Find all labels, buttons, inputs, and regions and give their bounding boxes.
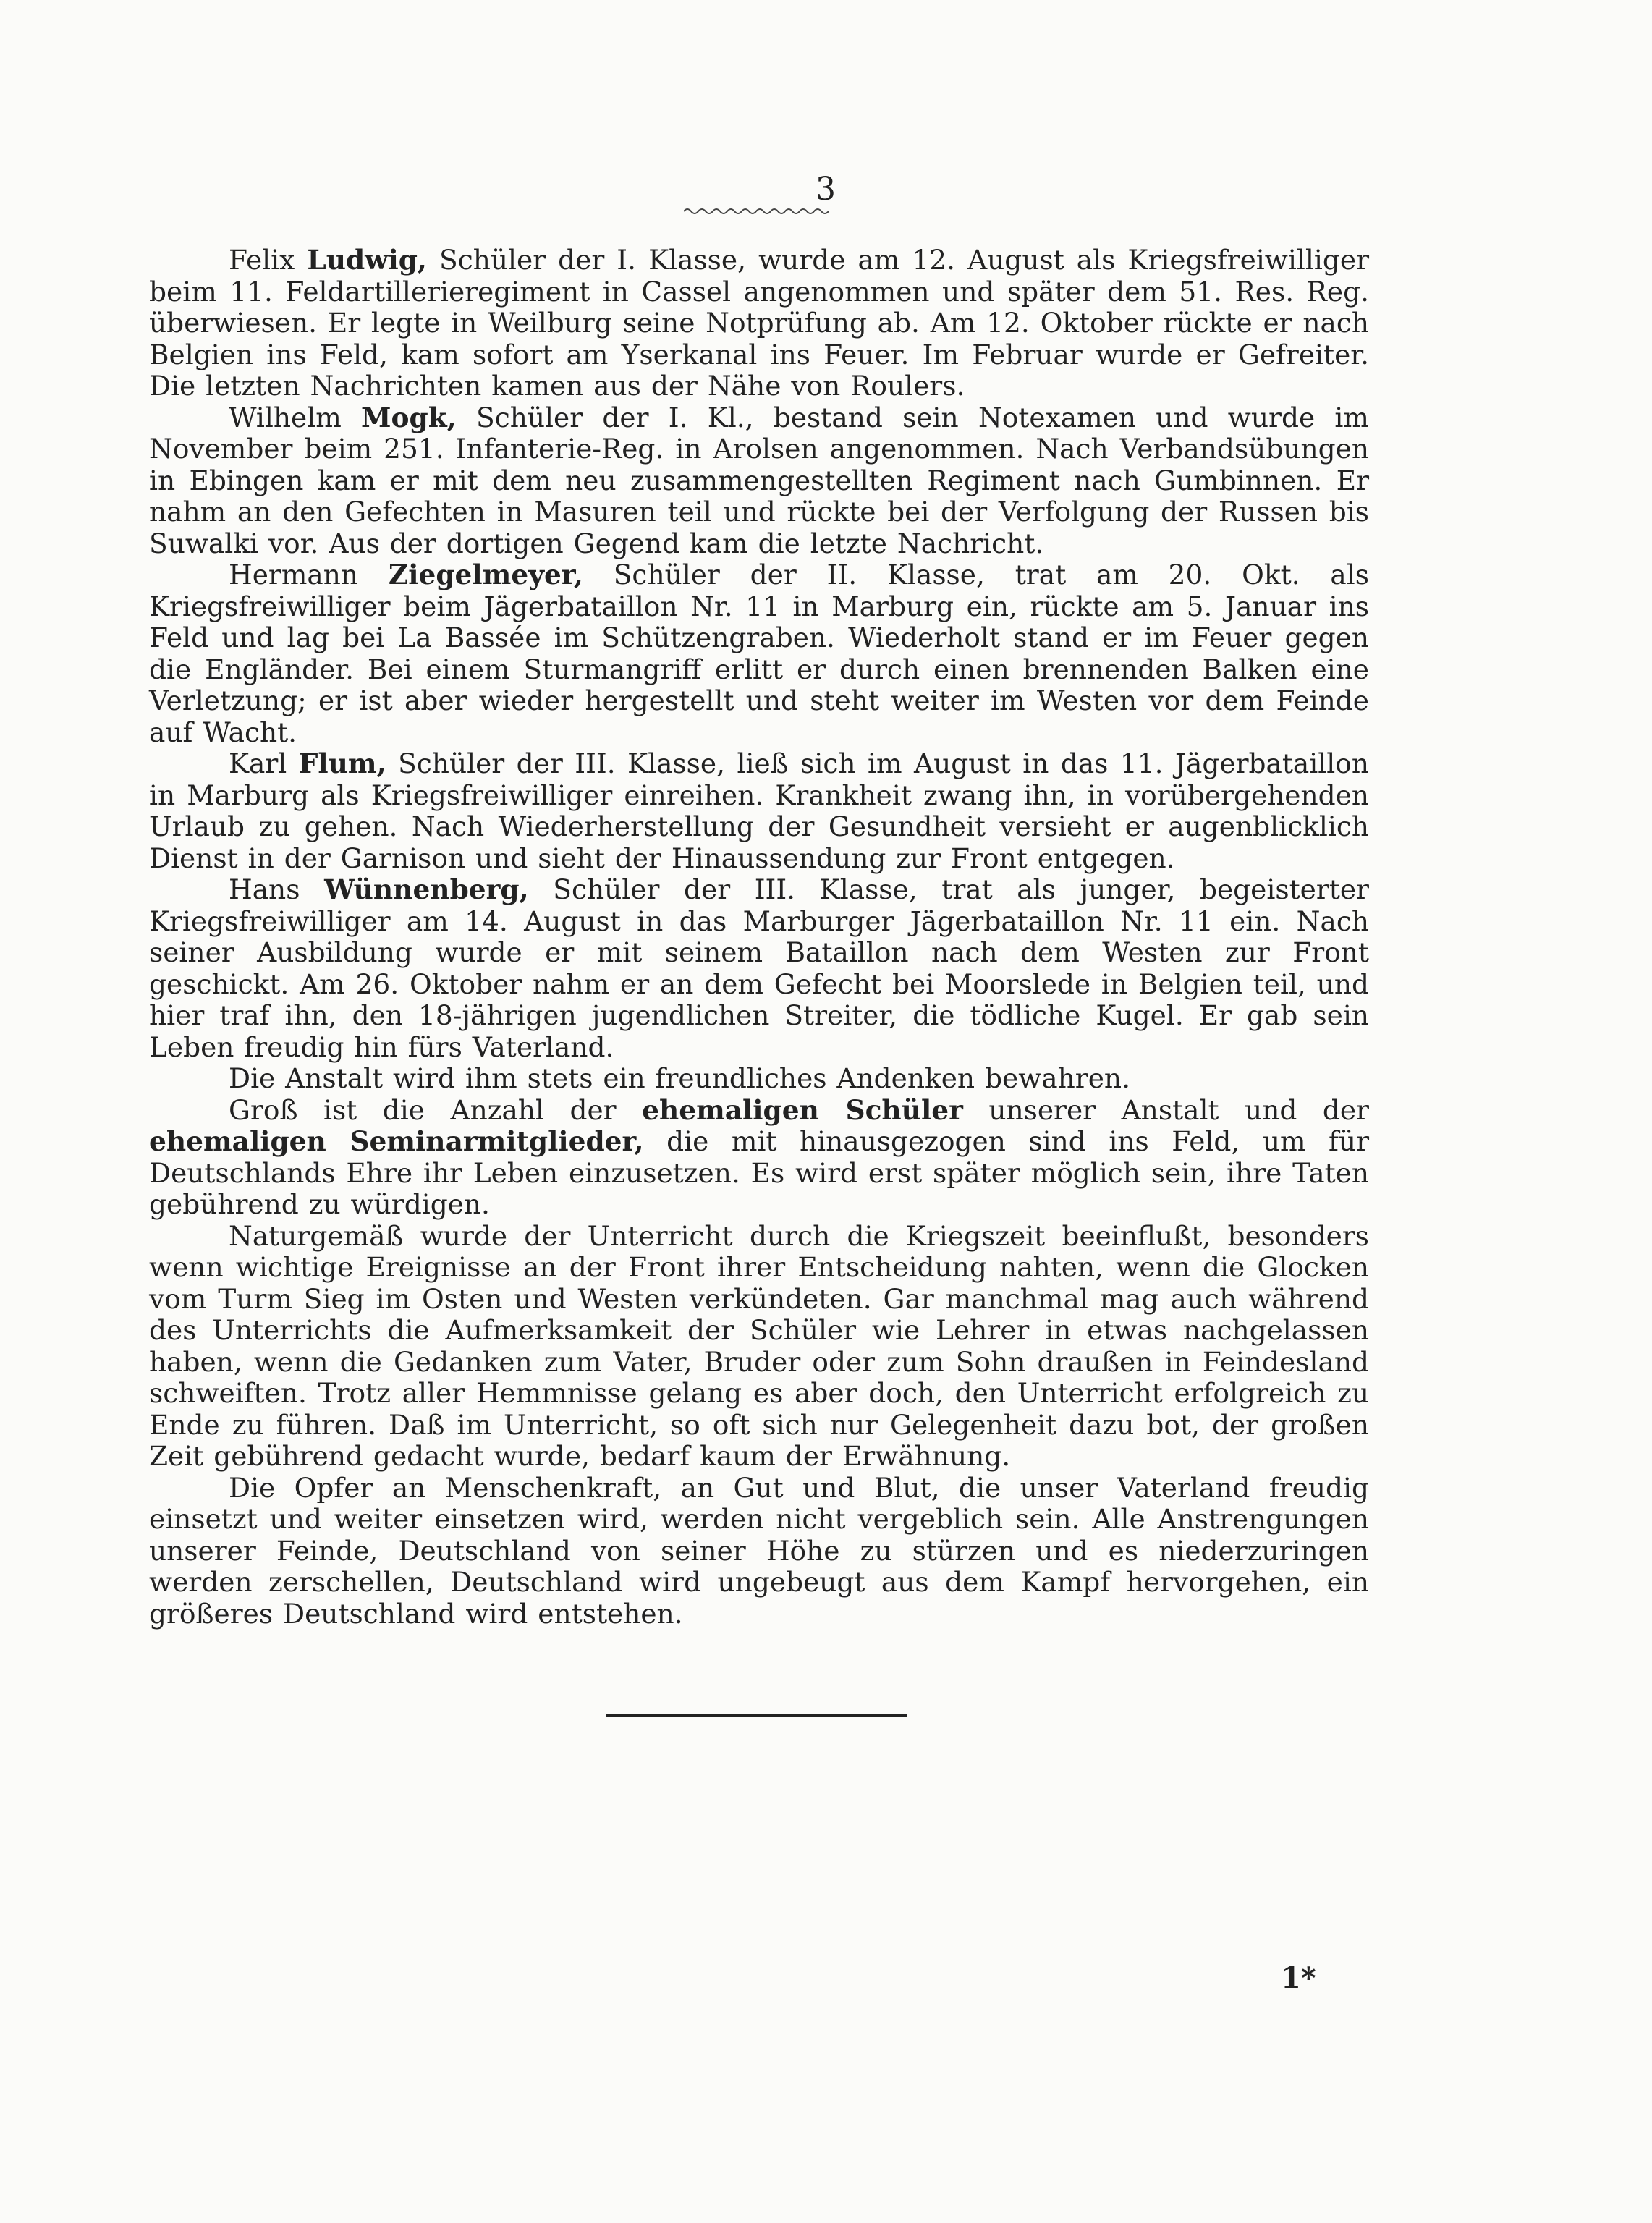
paragraph-andenken: Die Anstalt wird ihm stets ein freundliches Andenken bewahren.	[229, 1062, 1130, 1094]
wavy-underline-ornament	[684, 206, 829, 216]
paragraph-ludwig: Felix Ludwig, Schüler der I. Klasse, wurde am 12. August als Kriegsfreiwilliger beim 11. Feldartillerieregiment in Cassel angenommen und später dem 51. Res. Reg. überwiesen. Er legte in Weilburg seine Notprüfung ab. Am 12. Oktober rückte er nach Belgien ins Feld, kam sofort am Yserkanal ins Feuer. Im Februar wurde er Gefreiter. Die letzten Nachrichten kamen aus der Nähe von Roulers.	[149, 244, 1369, 402]
bold-ehemalige-seminarmitglieder: ehemaligen Seminarmitglieder,	[149, 1125, 644, 1157]
paragraph-unterricht: Naturgemäß wurde der Unterricht durch die Kriegszeit beeinflußt, besonders wenn wichtige Ereignisse an der Front ihrer Entscheidung nahten, wenn die Glocken vom Turm Sieg im Osten und Westen verkündeten. Gar manchmal mag auch während des Unterrichts die Aufmerksamkeit der Schüler wie Lehrer in etwas nachgelassen haben, wenn die Gedanken zum Vater, Bruder oder zum Sohn draußen in Feindesland schweiften. Trotz aller Hemmnisse gelang es aber doch, den Unterricht erfolgreich zu Ende zu führen. Daß im Unterricht, so oft sich nur Gelegenheit dazu bot, der großen Zeit gebührend gedacht wurde, bedarf kaum der Erwähnung.	[149, 1219, 1369, 1472]
name-flum: Flum,	[298, 748, 386, 779]
paragraph-mogk: Wilhelm Mogk, Schüler der I. Kl., bestand sein Notexamen und wurde im November beim 251. Infanterie-Reg. in Arolsen angenommen. Nach Verbandsübungen in Ebingen kam er mit dem neu zusammengestellten Regiment nach Gumbinnen. Er nahm an den Gefechten in Masuren teil und rückte bei der Verfolgung der Russen bis Suwalki vor. Aus der dortigen Gegend kam die letzte Nachricht.	[149, 401, 1369, 559]
horizontal-rule	[606, 1714, 907, 1717]
name-ziegelmeyer: Ziegelmeyer,	[388, 559, 583, 590]
name-wuennenberg: Wünnenberg,	[324, 873, 529, 905]
signature-mark: 1*	[1281, 1961, 1316, 1995]
paragraph-wuennenberg: Hans Wünnenberg, Schüler der III. Klasse, trat als junger, begeisterter Kriegsfreiwilliger am 14. August in das Marburger Jägerbataillon Nr. 11 ein. Nach seiner Ausbildung wurde er mit seinem Bataillon nach dem Westen zur Front geschickt. Am 26. Oktober nahm er an dem Gefecht bei Moorslede in Belgien teil, und hier traf ihn, den 18-jährigen jugendlichen Streiter, die tödliche Kugel. Er gab sein Leben freudig hin fürs Vaterland.	[149, 873, 1369, 1063]
bold-ehemalige-schueler: ehemaligen Schüler	[642, 1093, 963, 1126]
name-mogk: Mogk,	[361, 401, 457, 433]
body-text	[149, 245, 1369, 1630]
name-ludwig: Ludwig,	[307, 244, 427, 276]
paragraph-ziegelmeyer: Hermann Ziegelmeyer, Schüler der II. Klasse, trat am 20. Okt. als Kriegsfreiwilliger beim Jägerbataillon Nr. 11 in Marburg ein, rückte am 5. Januar ins Feld und lag bei La Bassée im Schützengraben. Wiederholt stand er im Feuer gegen die Engländer. Bei einem Sturmangriff erlitt er durch einen brennenden Balken eine Verletzung; er ist aber wieder hergestellt und steht weiter im Westen vor dem Feinde auf Wacht.	[149, 559, 1369, 748]
paragraph-flum: Karl Flum, Schüler der III. Klasse, ließ sich im August in das 11. Jägerbataillon in Marburg als Kriegsfreiwilliger einreihen. Krankheit zwang ihn, in vorübergehenden Urlaub zu gehen. Nach Wiederherstellung der Gesundheit versieht er augenblicklich Dienst in der Garnison und sieht der Hinaussendung zur Front entgegen.	[149, 748, 1369, 874]
paragraph-opfer: Die Opfer an Menschenkraft, an Gut und Blut, die unser Vaterland freudig einsetzt und weiter einsetzen wird, werden nicht vergeblich sein. Alle Anstrengungen unserer Feinde, Deutschland von seiner Höhe zu stürzen und es niederzuringen werden zerschellen, Deutschland wird ungebeugt aus dem Kampf hervorgehen, ein größeres Deutschland wird entstehen.	[149, 1471, 1369, 1630]
paragraph-ehemalige: Groß ist die Anzahl der ehemaligen Schüler unserer Anstalt und der ehemaligen Seminarmitglieder, die mit hinausgezogen sind ins Feld, um für Deutschlands Ehre ihr Leben einzusetzen. Es wird erst später möglich sein, ihre Taten gebührend zu würdigen.	[149, 1093, 1369, 1220]
page-number: 3	[816, 171, 836, 208]
